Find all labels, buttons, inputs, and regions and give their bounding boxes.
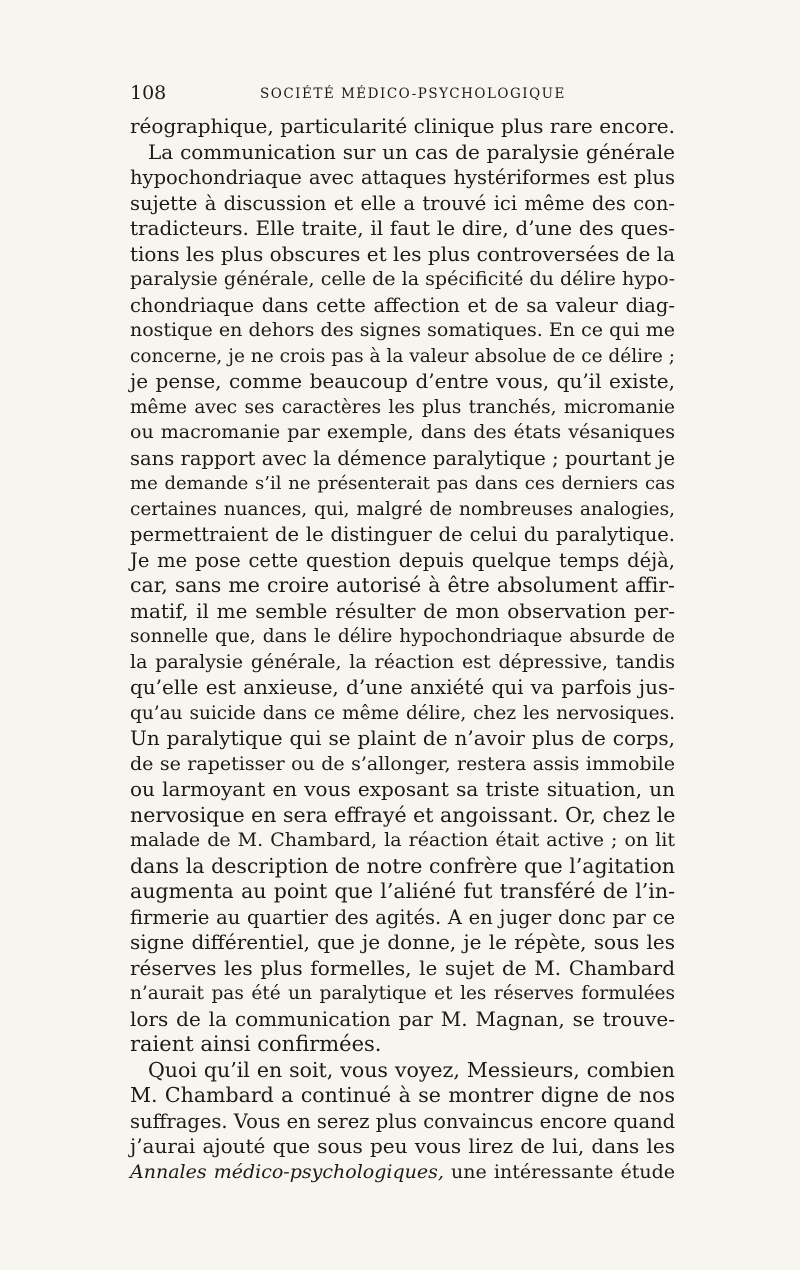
text-line: dans la description de notre confrère que l’agitation xyxy=(130,853,675,878)
text-line: chondriaque dans cette affection et de sa valeur diag- xyxy=(130,293,675,317)
text-line: Je me pose cette question depuis quelque temps déjà, xyxy=(130,548,675,572)
text-line: augmenta au point que l’aliéné fut transféré de l’in- xyxy=(130,879,675,903)
text-line: matif, il me semble résulter de mon observation per- xyxy=(130,598,675,623)
text-line: M. Chambard a continué à se montrer digne de nos xyxy=(130,1083,675,1107)
text-line: signe différentiel, que je donne, je le répète, sous les xyxy=(130,930,675,954)
text-line: n’aurait pas été un paralytique et les réserves formulées xyxy=(130,983,675,1004)
text-line: réographique, particularité clinique plus rare encore. xyxy=(130,114,675,138)
text-line: je pense, comme beaucoup d’entre vous, qu’il existe, xyxy=(130,369,675,393)
page-number: 108 xyxy=(130,82,167,104)
text-line: même avec ses caractères les plus tranchés, micromanie xyxy=(130,396,675,418)
text-line: La communication sur un cas de paralysie générale xyxy=(148,139,675,164)
text-line: malade de M. Chambard, la réaction était active ; on lit xyxy=(130,829,675,851)
text-line: hypochondriaque avec attaques hystériformes est plus xyxy=(130,166,675,189)
text-line: nostique en dehors des signes somatiques. En ce qui me xyxy=(130,319,675,341)
text-line: certaines nuances, qui, malgré de nombreuses analogies, xyxy=(130,498,675,520)
text-line: concerne, je ne crois pas à la valeur absolue de ce délire ; xyxy=(130,345,675,367)
journal-citation: Annales médico-psychologiques, xyxy=(130,1160,444,1183)
text-line: j’aurai ajouté que sous peu vous lirez de lui, dans les xyxy=(130,1134,675,1158)
text-line: sujette à discussion et elle a trouvé ici même des con- xyxy=(130,191,675,215)
text-line: nervosique en sera effrayé et angoissant. Or, chez le xyxy=(130,802,676,827)
text-line-final-rest: une intéressante étude xyxy=(443,1160,675,1183)
text-line: ou macromanie par exemple, dans des états vésaniques xyxy=(130,421,675,443)
text-line: Quoi qu’il en soit, vous voyez, Messieurs, combien xyxy=(148,1057,675,1082)
text-line: qu’au suicide dans ce même délire, chez les nervosiques. xyxy=(130,702,675,724)
text-line: paralysie générale, celle de la spécificité du délire hypo- xyxy=(130,268,675,290)
text-line: Un paralytique qui se plaint de n’avoir plus de corps, xyxy=(130,726,675,750)
text-line: me demande s’il ne présenterait pas dans ces derniers cas xyxy=(130,473,675,494)
text-line-final xyxy=(130,1160,675,1186)
text-line: de se rapetisser ou de s’allonger, restera assis immobile xyxy=(130,752,675,775)
body-text xyxy=(130,114,675,1185)
running-head xyxy=(130,82,675,112)
text-line: tions les plus obscures et les plus controversées de la xyxy=(130,241,675,266)
text-line: raient ainsi confirmées. xyxy=(130,1032,382,1056)
text-line: car, sans me croire autorisé à être absolument affir- xyxy=(130,573,675,597)
text-line: tradicteurs. Elle traite, il faut le dire, d’une des ques- xyxy=(130,216,675,240)
journal-title: SOCIÉTÉ MÉDICO-PSYCHOLOGIQUE xyxy=(260,86,566,102)
text-line: sans rapport avec la démence paralytique ; pourtant je xyxy=(130,446,675,470)
text-line: firmerie au quartier des agités. A en juger donc par ce xyxy=(130,905,675,929)
text-line: réserves les plus formelles, le sujet de M. Chambard xyxy=(130,955,675,980)
text-line: lors de la communication par M. Magnan, se trouve- xyxy=(130,1006,675,1031)
text-line: ou larmoyant en vous exposant sa triste situation, un xyxy=(130,777,675,801)
text-line: suffrages. Vous en serez plus convaincus encore quand xyxy=(130,1109,676,1133)
text-line: qu’elle est anxieuse, d’une anxiété qui va parfois jus- xyxy=(130,675,675,699)
text-line: permettraient de le distinguer de celui du paralytique. xyxy=(130,523,675,546)
text-line: la paralysie générale, la réaction est dépressive, tandis xyxy=(130,650,675,673)
text-line: sonnelle que, dans le délire hypochondriaque absurde de xyxy=(130,626,675,647)
